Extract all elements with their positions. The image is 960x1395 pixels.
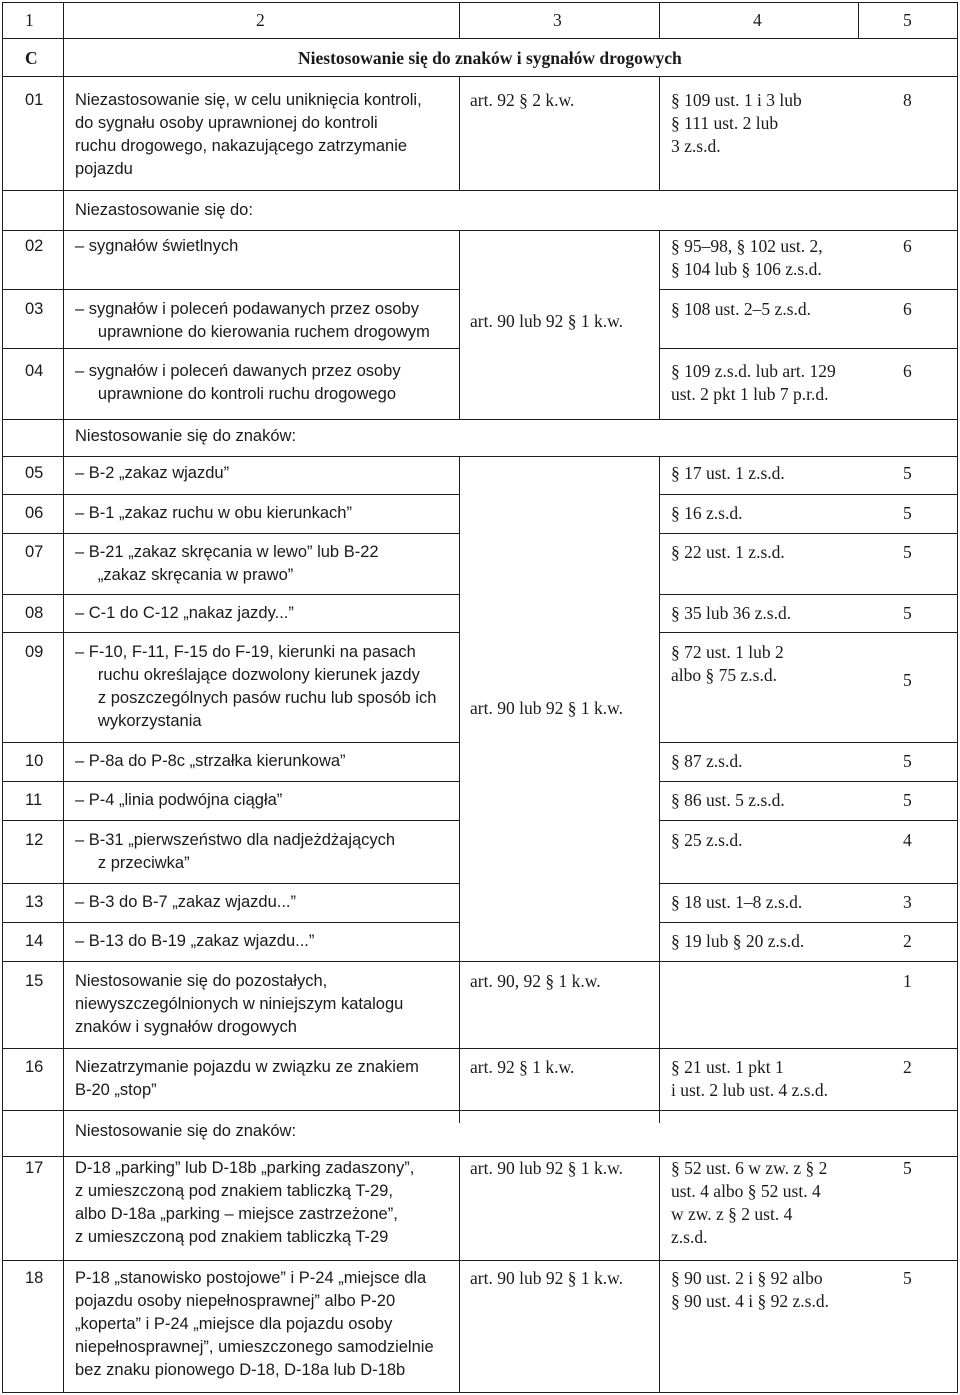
row-divider [2,230,958,231]
row-divider [2,2,958,3]
regulation-reference: § 21 ust. 1 pkt 1 i ust. 2 lub ust. 4 z.s.d. [671,1057,829,1100]
row-number: 10 [25,752,44,770]
penalty-points: 6 [903,361,912,381]
legal-basis: art. 92 § 1 k.w. [470,1057,575,1077]
regulation-reference: § 86 ust. 5 z.s.d. [671,790,785,810]
penalty-points: 5 [903,603,912,623]
offense-description: – sygnałów i poleceń dawanych przez osoby uprawnione do kontroli ruchu drogowego [75,362,401,403]
regulation-reference: § 109 ust. 1 i 3 lub § 111 ust. 2 lub 3 z.s.d. [671,90,802,156]
column-divider [659,76,660,190]
offense-description: – B-13 do B-19 „zakaz wjazdu...” [75,932,315,950]
offense-description: – B-1 „zakaz ruchu w obu kierunkach” [75,504,352,522]
penalty-points: 5 [903,1268,912,1288]
column-divider [659,1156,660,1393]
row-divider [2,348,459,349]
column-divider [63,2,64,1393]
legal-basis: art. 90 lub 92 § 1 k.w. [470,1158,623,1178]
offense-description: – sygnałów świetlnych [75,237,239,255]
column-divider [858,2,859,38]
row-divider [2,1260,958,1261]
legal-basis: art. 90 lub 92 § 1 k.w. [470,1268,623,1288]
regulation-reference: § 90 ust. 2 i § 92 albo § 90 ust. 4 i § 92 z.s.d. [671,1268,829,1311]
row-divider [659,781,958,782]
row-divider [659,820,958,821]
column-number-5: 5 [903,10,912,30]
row-number: 02 [25,237,44,255]
offense-description: – F-10, F-11, F-15 do F-19, kierunki na pasach ruchu określające dozwolony kierunek jazdy z poszczególnych pasów ruchu lub sposób ich wykorzystania [75,643,437,730]
penalty-points: 2 [903,1057,912,1077]
subheading: Niestosowanie się do znaków: [75,427,297,445]
regulation-reference: § 22 ust. 1 z.s.d. [671,542,785,562]
row-divider [2,883,459,884]
section-title: Niestosowanie się do znaków i sygnałów drogowych [298,48,682,68]
row-divider [2,632,459,633]
regulation-reference: § 95–98, § 102 ust. 2, § 104 lub § 106 z.s.d. [671,236,823,279]
penalty-points: 5 [903,463,912,483]
row-divider [2,820,459,821]
legal-basis: art. 90, 92 § 1 k.w. [470,971,601,991]
penalty-points: 6 [903,299,912,319]
offense-description: P-18 „stanowisko postojowe” i P-24 „miejsce dla pojazdu osoby niepełnosprawnej” albo P-20 „koperta” i P-24 „miejsce dla pojazdu osoby niepełnosprawnej”, umieszczonego samodzielnie bez znaku pionowego D-18, D-18a lub D-18b [75,1269,434,1379]
row-number: 13 [25,893,44,911]
legal-basis: art. 90 lub 92 § 1 k.w. [470,698,623,718]
regulation-reference: § 87 z.s.d. [671,751,743,771]
row-number: 09 [25,643,44,661]
column-divider [659,456,660,1123]
table-border-right [957,2,958,1393]
offense-description: Niezastosowanie się, w celu uniknięcia kontroli, do sygnału osoby uprawnionej do kontroli ruchu drogowego, nakazującego zatrzymanie pojazdu [75,91,422,178]
penalty-points: 5 [903,751,912,771]
column-divider [459,230,460,419]
offense-description: – B-3 do B-7 „zakaz wjazdu...” [75,893,297,911]
column-divider [459,1156,460,1393]
row-divider [2,190,958,191]
offense-description: – B-2 „zakaz wjazdu” [75,464,230,482]
row-divider [2,533,459,534]
regulation-reference: § 72 ust. 1 lub 2 albo § 75 z.s.d. [671,642,784,685]
column-divider [459,76,460,190]
legal-basis: art. 92 § 2 k.w. [470,90,575,110]
row-number: 06 [25,504,44,522]
penalty-points: 3 [903,892,912,912]
row-number: 08 [25,604,44,622]
regulation-reference: § 19 lub § 20 z.s.d. [671,931,805,951]
row-divider [2,289,459,290]
row-divider [2,494,459,495]
row-divider [2,742,459,743]
offense-description: Niezatrzymanie pojazdu w związku ze znakiem B-20 „stop” [75,1058,419,1099]
column-number-4: 4 [753,10,762,30]
row-number: 15 [25,972,44,990]
legal-basis: art. 90 lub 92 § 1 k.w. [470,311,623,331]
row-number: 04 [25,362,44,380]
regulation-reference: § 109 z.s.d. lub art. 129 ust. 2 pkt 1 lub 7 p.r.d. [671,361,836,404]
row-divider [659,742,958,743]
offense-description: – sygnałów i poleceń podawanych przez osoby uprawnione do kierowania ruchem drogowym [75,300,430,341]
row-divider [659,289,958,290]
offense-description: Niestosowanie się do pozostałych, niewyszczególnionych w niniejszym katalogu znaków i sygnałów drogowych [75,972,404,1036]
row-number: 16 [25,1058,44,1076]
row-divider [2,419,958,420]
row-divider [659,348,958,349]
column-divider [459,456,460,1123]
offense-description: – P-4 „linia podwójna ciągła” [75,791,283,809]
penalty-points: 5 [903,790,912,810]
regulation-reference: § 16 z.s.d. [671,503,743,523]
section-letter: C [25,48,38,68]
row-divider [2,922,459,923]
offense-description: – P-8a do P-8c „strzałka kierunkowa” [75,752,346,770]
row-number: 17 [25,1159,44,1177]
row-number: 03 [25,300,44,318]
offense-description: D-18 „parking” lub D-18b „parking zadaszony”, z umieszczoną pod znakiem tabliczką T-29, albo D-18a „parking – miejsce zastrzeżone”, z umieszczoną pod znakiem tabliczką T-29 [75,1159,415,1246]
regulation-reference: § 18 ust. 1–8 z.s.d. [671,892,803,912]
row-divider [2,456,958,457]
subheading: Niezastosowanie się do: [75,201,253,219]
row-number: 11 [25,791,43,809]
row-number: 14 [25,932,44,950]
row-number: 01 [25,91,44,109]
column-number-2: 2 [256,10,265,30]
row-divider [659,922,958,923]
row-number: 12 [25,831,44,849]
penalty-points: 6 [903,236,912,256]
row-divider [659,883,958,884]
table-border-left [2,2,3,1393]
regulation-reference: § 52 ust. 6 w zw. z § 2 ust. 4 albo § 52 ust. 4 w zw. z § 2 ust. 4 z.s.d. [671,1158,828,1247]
row-divider [2,38,958,39]
row-divider [2,76,958,77]
penalty-points: 5 [903,503,912,523]
row-divider [2,1048,958,1049]
offense-description: – B-21 „zakaz skręcania w lewo” lub B-22 „zakaz skręcania w prawo” [75,543,379,584]
row-divider [659,494,958,495]
penalty-points: 5 [903,1158,912,1178]
row-number: 07 [25,543,44,561]
regulation-reference: § 17 ust. 1 z.s.d. [671,463,785,483]
penalty-points: 5 [903,670,912,690]
regulation-reference: § 25 z.s.d. [671,830,743,850]
row-divider [659,533,958,534]
row-divider [2,594,459,595]
column-divider [659,2,660,38]
penalty-points: 2 [903,931,912,951]
row-divider [659,594,958,595]
offense-description: – B-31 „pierwszeństwo dla nadjeżdżających z przeciwka” [75,831,396,872]
column-divider [659,230,660,419]
row-divider [2,781,459,782]
column-number-3: 3 [553,10,562,30]
row-divider [2,961,958,962]
regulation-reference: § 35 lub 36 z.s.d. [671,603,792,623]
regulation-reference: § 108 ust. 2–5 z.s.d. [671,299,811,319]
penalty-points: 1 [903,971,912,991]
penalty-points: 5 [903,542,912,562]
row-number: 05 [25,464,44,482]
penalty-points: 4 [903,830,912,850]
row-divider [659,632,958,633]
penalty-points: 8 [903,90,912,110]
column-number-1: 1 [25,10,34,30]
row-divider [2,1110,958,1111]
offense-description: – C-1 do C-12 „nakaz jazdy...” [75,604,294,622]
row-number: 18 [25,1269,44,1287]
subheading: Niestosowanie się do znaków: [75,1122,297,1140]
column-divider [459,2,460,38]
row-divider [2,1392,958,1393]
